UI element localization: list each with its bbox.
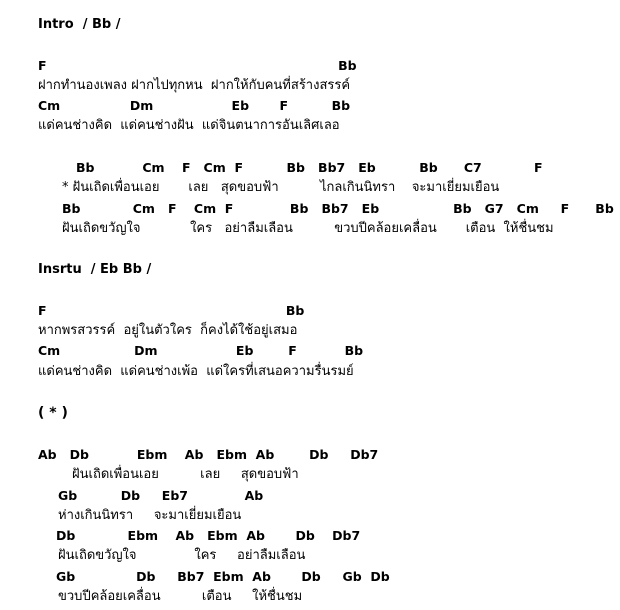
chorus2-chord-line-1: Ab Db Ebm Ab Ebm Ab Db Db7	[38, 447, 379, 462]
verse2-chord-line-2: Cm Dm Eb F Bb	[38, 343, 364, 358]
verse2-lyric-line-2: แด่คนช่างคิด แด่คนช่างเพ้อ แด่ใครที่เสนอความรื่นรมย์	[38, 364, 354, 379]
chorus2-chord-line-3: Db Ebm Ab Ebm Ab Db Db7	[56, 528, 361, 543]
intro-line: Intro / Bb /	[38, 17, 121, 32]
verse1-lyric-line-2: แด่คนช่างคิด แด่คนช่างฝัน แด่จินตนาการอันเลิศเลอ	[38, 118, 340, 133]
chorus-chord-line-1: Bb Cm F Cm F Bb Bb7 Eb Bb C7 F	[76, 160, 543, 175]
verse2-lyric-line-1: หากพรสวรรค์ อยู่ในตัวใคร ก็คงได้ใช้อยู่เสมอ	[38, 323, 298, 338]
verse1-chord-line-1: F Bb	[38, 58, 357, 73]
chorus2-chord-line-4: Gb Db Bb7 Ebm Ab Db Gb Db	[56, 569, 390, 584]
verse1-chord-line-2: Cm Dm Eb F Bb	[38, 98, 351, 113]
chorus2-lyric-line-2: ห่างเกินนิทรา จะมาเยี่ยมเยือน	[58, 508, 242, 523]
chorus2-lyric-line-1: ฝันเถิดเพื่อนเอย เลย สุดขอบฟ้า	[72, 467, 299, 482]
chorus2-lyric-line-3: ฝันเถิดขวัญใจ ใคร อย่าลืมเลือน	[58, 548, 306, 563]
instru-line: Insrtu / Eb Bb /	[38, 262, 152, 277]
verse1-lyric-line-1: ฝากทำนองเพลง ฝากไปทุกหน ฝากให้กับคนที่สร้างสรรค์	[38, 78, 351, 93]
chorus2-chord-line-2: Gb Db Eb7 Ab	[58, 488, 264, 503]
chorus-chord-line-2: Bb Cm F Cm F Bb Bb7 Eb Bb G7 Cm F Bb	[62, 201, 614, 216]
chorus-lyric-line-2: ฝันเถิดขวัญใจ ใคร อย่าลืมเลือน ขวบปีคล้อยเคลื่อน เตือน ให้ชื่นชม	[62, 221, 554, 236]
repeat-marker: ( * )	[38, 405, 68, 421]
chorus2-lyric-line-4: ขวบปีคล้อยเคลื่อน เตือน ให้ชื่นชม	[58, 589, 303, 604]
chorus-lyric-line-1: * ฝันเถิดเพื่อนเอย เลย สุดขอบฟ้า ไกลเกินนิทรา จะมาเยี่ยมเยือน	[62, 180, 500, 195]
verse2-chord-line-1: F Bb	[38, 303, 305, 318]
